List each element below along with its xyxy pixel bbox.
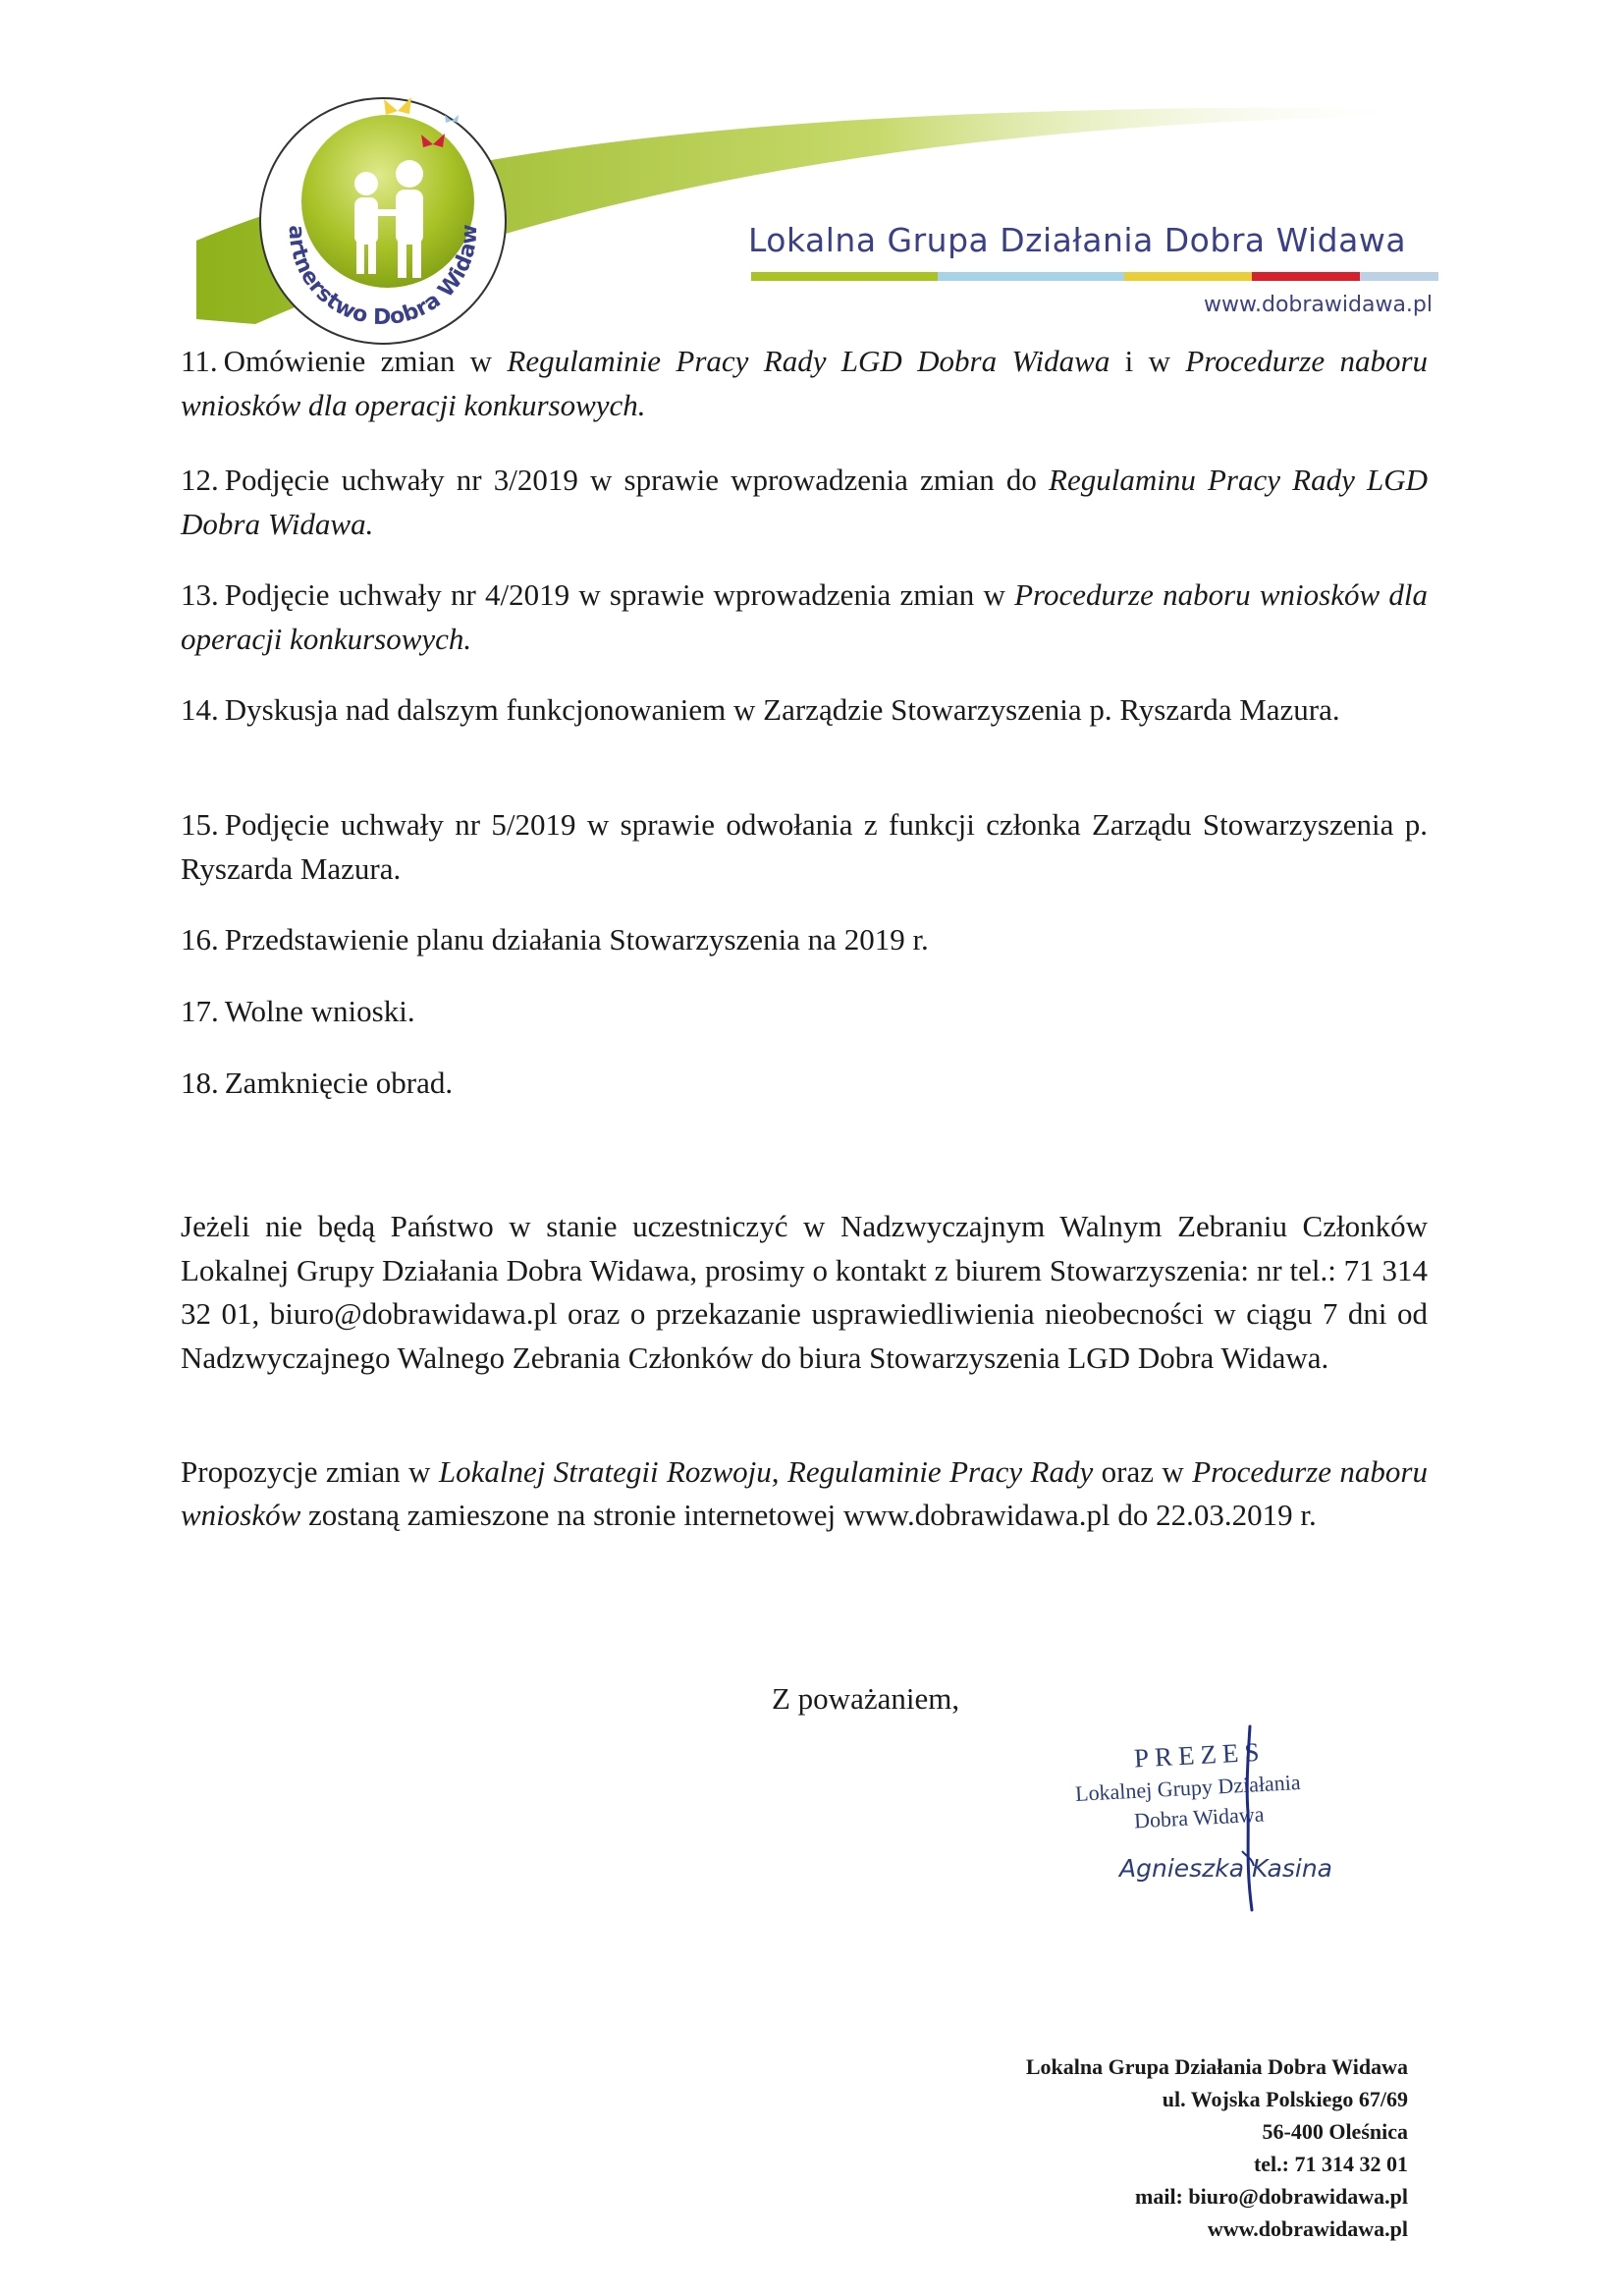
text-run: Wolne wnioski. [224,994,415,1028]
agenda-text [225,1066,453,1100]
bar-segment [1124,272,1252,281]
agenda-item [181,989,1428,1033]
text-run: Jeżeli nie będą Państwo w stanie uczestniczyć w Nadzwyczajnym Walnym Zebraniu Członków Lokalnej Grupy Działania Dobra Widawa, prosimy o kontakt z biurem Stowarzyszenia: nr tel.: 71 314 32 01, biuro@dobrawidawa.pl oraz o przekazanie usprawiedliwienia nieobecności w ciągu 7 dni od Nadzwyczajnego Walnego Zebrania Członków do biura Stowarzyszenia LGD Dobra Widawa. [181,1209,1428,1375]
agenda-item [181,458,1428,546]
italic-run: Regulaminu Pracy Rady LGD Dobra Widawa. [181,463,1428,541]
agenda-text [181,463,1428,541]
agenda-text [225,692,1340,727]
agenda-number: 17. [181,994,219,1028]
footer-street: ul. Wojska Polskiego 67/69 [1162,2087,1408,2111]
bar-segment [1360,272,1438,281]
agenda-number: 14. [181,692,219,727]
stamp-name: Agnieszka Kasina [1119,1854,1332,1883]
text-run: oraz w [1093,1454,1193,1489]
bar-segment [751,272,938,281]
italic-run: Regulaminie Pracy Rady LGD Dobra Widawa [507,344,1110,378]
text-run: Propozycje zmian w [181,1454,439,1489]
agenda-item [181,573,1428,661]
notice-text [181,1209,1428,1375]
agenda-item [181,339,1428,427]
closing-salutation: Z poważaniem, [772,1681,960,1716]
president-stamp [1065,1719,1389,1915]
text-run: Omówienie zmian w [223,344,508,378]
footer-website: www.dobrawidawa.pl [1207,2216,1408,2241]
agenda-text [181,807,1428,886]
org-title: Lokalna Grupa Działania Dobra Widawa [748,221,1407,259]
text-run: Dyskusja nad dalszym funkcjonowaniem w Zarządzie Stowarzyszenia p. Ryszarda Mazura. [224,692,1340,727]
agenda-text [181,577,1428,656]
footer-address [1026,2050,1408,2245]
text-run: Zamknięcie obrad. [224,1066,454,1100]
proposals-paragraph [181,1450,1428,1537]
agenda-number: 13. [181,577,219,612]
text-run: Podjęcie uchwały nr 4/2019 w sprawie wprowadzenia zmian w [224,577,1015,612]
text-run: zostaną zamieszone na stronie internetowej www.dobrawidawa.pl do 22.03.2019 r. [300,1498,1317,1532]
text-run: Podjęcie uchwały nr 5/2019 w sprawie odwołania z funkcji członka Zarządu Stowarzyszenia p. Ryszarda Mazura. [181,807,1428,886]
agenda-number: 18. [181,1066,219,1100]
italic-run: Lokalnej Strategii Rozwoju, Regulaminie Pracy Rady [438,1454,1094,1489]
agenda-number: 16. [181,922,219,957]
header-url: www.dobrawidawa.pl [1204,293,1433,317]
agenda-item [181,1061,1428,1105]
footer-city: 56-400 Oleśnica [1262,2119,1408,2144]
footer-org-name: Lokalna Grupa Działania Dobra Widawa [1025,2054,1408,2079]
footer-phone: tel.: 71 314 32 01 [1253,2152,1408,2176]
logo-text: artnerstwo Dobra Widaw [283,223,483,331]
agenda-item [181,687,1428,732]
italic-run: Procedurze naboru wniosków dla operacji konkursowych. [181,344,1429,422]
agenda-number: 12. [181,463,219,497]
text-run: Przedstawienie planu działania Stowarzyszenia na 2019 r. [224,922,929,957]
agenda-item [181,802,1428,891]
italic-run: Procedurze naboru wniosków dla operacji konkursowych. [181,577,1428,656]
italic-run: Procedurze naboru wniosków [181,1454,1428,1532]
stamp-title: PREZES [1133,1736,1267,1774]
agenda-text [225,922,929,957]
text-run: i w [1110,344,1186,378]
agenda-item [181,917,1428,961]
agenda-text [225,994,415,1028]
bar-segment [938,272,1124,281]
stamp-org-line: Lokalnej Grupy Działania [1074,1770,1302,1806]
stamp-city-line: Dobra Widawa [1133,1801,1266,1833]
header-color-bar [751,272,1438,281]
partnerstwo-logo [250,83,515,349]
attendance-notice [181,1205,1428,1380]
handwritten-signature [1065,1719,1389,1915]
text-run: Podjęcie uchwały nr 3/2019 w sprawie wprowadzenia zmian do [224,463,1050,497]
bar-segment [1252,272,1360,281]
agenda-text [181,344,1428,422]
agenda-number: 15. [181,807,219,842]
footer-email: mail: biuro@dobrawidawa.pl [1135,2184,1408,2209]
agenda-number: 11. [181,344,218,378]
letterhead [0,0,1624,354]
proposals-text [181,1454,1428,1532]
